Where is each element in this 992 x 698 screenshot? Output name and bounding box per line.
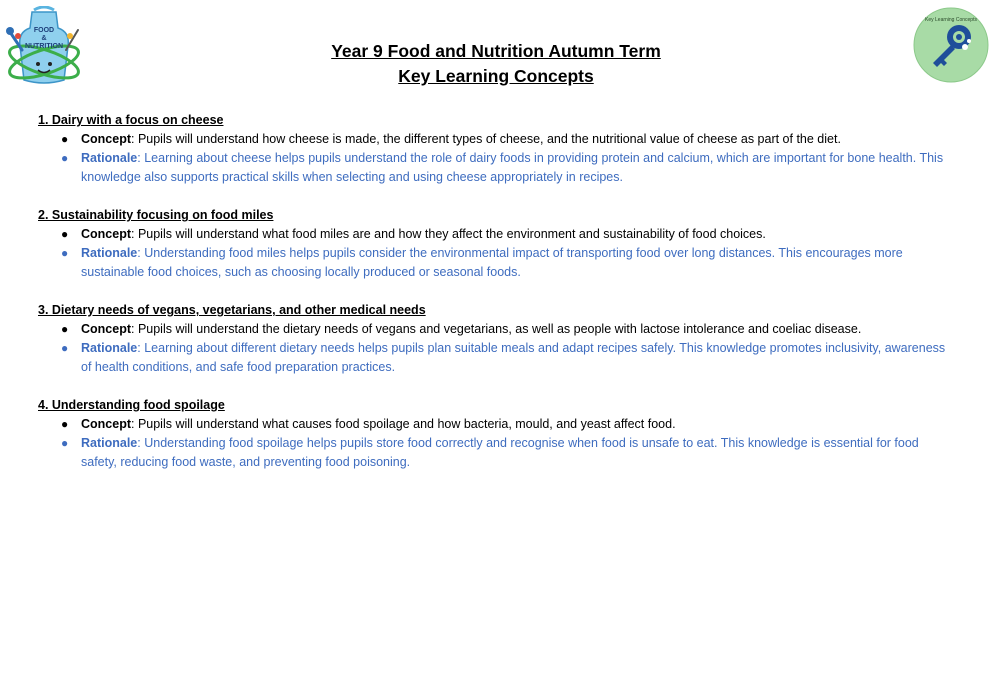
rationale-label: Rationale xyxy=(81,341,138,355)
rationale-text: : Understanding food miles helps pupils consider the environmental impact of transporting food over long distances. This encourages more sustainable food choices, such as choosing locally produced or seasonal foods. xyxy=(81,246,903,279)
section-heading: 2. Sustainability focusing on food miles xyxy=(38,208,274,222)
section-heading: 1. Dairy with a focus on cheese xyxy=(38,113,224,127)
rationale-text: : Understanding food spoilage helps pupils store food correctly and recognise when food is unsafe to eat. This knowledge is essential for food safety, reducing food waste, and preventing food poisoning. xyxy=(81,436,919,469)
rationale-point xyxy=(38,149,958,187)
concept-label: Concept xyxy=(81,417,131,431)
rationale-point xyxy=(38,434,958,472)
concept-text: : Pupils will understand how cheese is made, the different types of cheese, and the nutritional value of cheese as part of the diet. xyxy=(131,132,841,146)
concept-point xyxy=(38,320,958,339)
bullet-icon: ● xyxy=(61,246,69,260)
bullet-icon: ● xyxy=(61,341,69,355)
concepts-list xyxy=(38,111,958,491)
concept-text: : Pupils will understand the dietary needs of vegans and vegetarians, as well as people with lactose intolerance and coeliac disease. xyxy=(131,322,862,336)
title-line-1: Year 9 Food and Nutrition Autumn Term xyxy=(331,41,661,61)
concept-text: : Pupils will understand what causes food spoilage and how bacteria, mould, and yeast affect food. xyxy=(131,417,676,431)
bullet-icon: ● xyxy=(61,151,69,165)
section-heading: 3. Dietary needs of vegans, vegetarians, and other medical needs xyxy=(38,303,426,317)
rationale-text: : Learning about cheese helps pupils understand the role of dairy foods in providing protein and calcium, which are important for bone health. This knowledge also supports practical skills when selecting and using cheese appropriately in recipes. xyxy=(81,151,944,184)
svg-text:FOOD: FOOD xyxy=(33,27,55,34)
bullet-icon: ● xyxy=(61,227,69,241)
bullet-icon: ● xyxy=(61,322,69,336)
concept-text: : Pupils will understand what food miles are and how they affect the environment and sustainability of food choices. xyxy=(131,227,766,241)
section-heading: 4. Understanding food spoilage xyxy=(38,398,225,412)
document-title xyxy=(0,39,992,89)
rationale-label: Rationale xyxy=(81,151,138,165)
svg-text:Key Learning Concepts: Key Learning Concepts xyxy=(925,17,977,23)
rationale-label: Rationale xyxy=(81,246,138,260)
rationale-text: : Learning about different dietary needs helps pupils plan suitable meals and adapt recipes safely. This knowledge promotes inclusivity, awareness of health conditions, and safe food preparation practices. xyxy=(81,341,946,374)
concept-point xyxy=(38,225,958,244)
bullet-icon: ● xyxy=(61,132,69,146)
section-dietary-needs xyxy=(38,301,958,377)
section-dairy xyxy=(38,111,958,187)
rationale-label: Rationale xyxy=(81,436,138,450)
section-sustainability xyxy=(38,206,958,282)
bullet-icon: ● xyxy=(61,417,69,431)
concept-label: Concept xyxy=(81,322,131,336)
concept-point xyxy=(38,415,958,434)
rationale-point xyxy=(38,339,958,377)
concept-label: Concept xyxy=(81,132,131,146)
rationale-point xyxy=(38,244,958,282)
concept-label: Concept xyxy=(81,227,131,241)
section-food-spoilage xyxy=(38,396,958,472)
svg-text:&: & xyxy=(41,35,47,42)
title-line-2: Key Learning Concepts xyxy=(398,66,594,86)
bullet-icon: ● xyxy=(61,436,69,450)
concept-point xyxy=(38,130,958,149)
svg-text:NUTRITION: NUTRITION xyxy=(24,43,64,50)
